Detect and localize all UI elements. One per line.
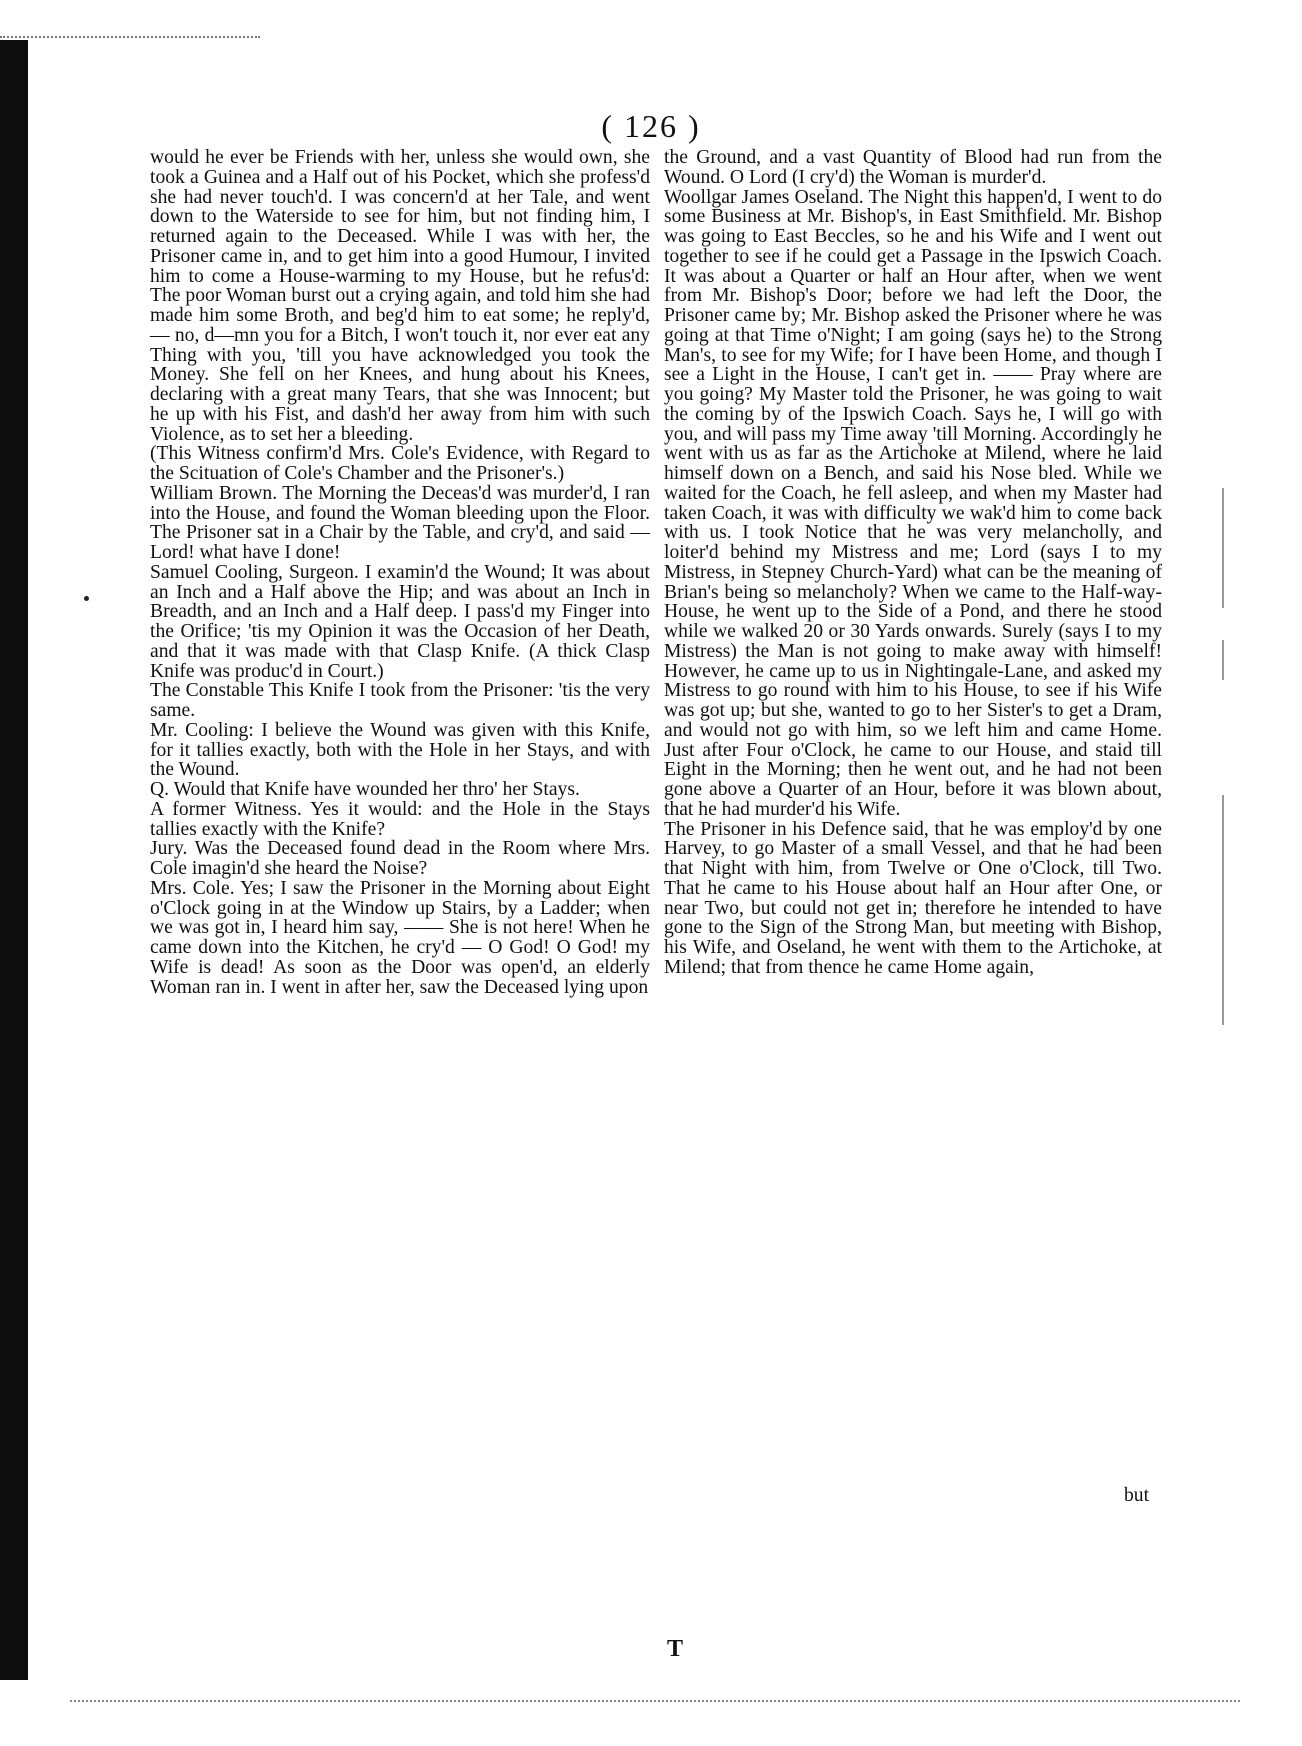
scan-speck [84,596,89,601]
binding-edge [0,40,28,1680]
paragraph: The Prisoner in his Defence said, that he was employ'd by one Harvey, to go Master of a small Vessel, and that he had been that Night with him, from Twelve or One o'Clock, till Two. That he came to his House about half an Hour after One, or near Two, but could not get in; therefore he intended to have gone to the Sign of the Strong Man, but meeting with Bishop, his Wife, and Oseland, he went with them to the Artichoke, at Milend; that from thence he came Home again, [664,818,1162,978]
paragraph: Mrs. Cole. Yes; I saw the Prisoner in the Morning about Eight o'Clock going in at the Window up Stairs, by a Ladder; when we was got in, I heard him say, —— She is not here! When he came down into the Kitchen, he cry'd — O God! O God! my Wife is dead! As soon as the Door was open'd, an elderly Woman ran in. I went in after her, saw the Deceased lying upon [150,877,650,998]
paragraph: Samuel Cooling, Surgeon. I examin'd the Wound; It was about an Inch and a Half above the Hip; and was about an Inch in Breadth, and an Inch and a Half deep. I pass'd my Finger into the Orifice; 'tis my Opinion it was the Occasion of her Death, and that it was made with that Clasp Knife. (A thick Clasp Knife was produc'd in Court.) [150,561,650,682]
scan-noise [1222,488,1224,608]
scan-noise [1222,795,1224,1025]
right-column [664,148,1162,978]
paragraph: would he ever be Friends with her, unless she would own, she took a Guinea and a Half out of his Pocket, which she profess'd she had never touch'd. I was concern'd at her Tale, and went down to the Waterside to see for him, but not finding him, I returned again to the Deceased. While I was with her, the Prisoner came in, and to get him into a good Humour, I invited him to come a House-warming to my House, but he refus'd: The poor Woman burst out a crying again, and told him she had made him some Broth, and beg'd him to eat some; he reply'd, — no, d—mn you for a Bitch, I won't touch it, nor ever eat any Thing with you, 'till you have acknowledged you took the Money. She fell on her Knees, and hung about his Knees, declaring with a great many Tears, that she was Innocent; but he up with his Fist, and dash'd her away from him with such Violence, as to set her a bleeding. [150,147,650,445]
paragraph: A former Witness. Yes it would: and the Hole in the Stays tallies exactly with the Knife? [150,798,650,840]
paragraph: the Ground, and a vast Quantity of Blood had run from the Wound. O Lord (I cry'd) the Woman is murder'd. [664,147,1162,188]
scan-noise [1222,640,1224,680]
paragraph: Mr. Cooling: I believe the Wound was given with this Knife, for it tallies exactly, both with the Hole in her Stays, and with the Wound. [150,719,650,781]
left-column [150,148,650,997]
paragraph: The Constable This Knife I took from the Prisoner: 'tis the very same. [150,680,650,721]
paragraph: Woollgar James Oseland. The Night this happen'd, I went to do some Business at Mr. Bishop's, in East Smithfield. Mr. Bishop was going to East Beccles, so he and his Wife and I went out together to see if he could get a Passage in the Ipswich Coach. It was about a Quarter or half an Hour after, when we went from Mr. Bishop's Door; before we had left the Door, the Prisoner came by; Mr. Bishop asked the Prisoner where he was going at that Time o'Night; I am going (says he) to the Strong Man's, to see for my Wife; for I have been Home, and though I see a Light in the House, I can't get in. —— Pray where are you going? My Master told the Prisoner, he was going to wait the coming by of the Ipswich Coach. Says he, I will go with you, and will pass my Time away 'till Morning. Accordingly he went with us as far as the Artichoke at Milend, where he laid himself down on a Bench, and said his Nose bled. While we waited for the Coach, he fell asleep, and when my Master had taken Coach, it was with difficulty we wak'd him to come back with us. I took Notice that he was very melancholly, and loiter'd behind my Mistress and me; Lord (says I to my Mistress, in Stepney Church-Yard) what can be the meaning of Brian's being so melancholy? When we came to the Half-way-House, he went up to the Side of a Pond, and there he stood while we walked 20 or 30 Yards onwards. Surely (says I to my Mistress) the Man is not going to make away with himself! However, he came up to us in Nightingale-Lane, and asked my Mistress to go round with him to his House, to see if his Wife was got up; but she, wanted to go to her Sister's to get a Dram, and would not go with him, so we left him and came Home. Just after Four o'Clock, he came to our House, and staid till Eight in the Morning; then he went out, and he had not been gone above a Quarter of an Hour, before it was blown about, that he had murder'd his Wife. [664,186,1162,820]
paragraph: William Brown. The Morning the Deceas'd was murder'd, I ran into the House, and found the Woman bleeding upon the Floor. The Prisoner sat in a Chair by the Table, and cry'd, and said — Lord! what have I done! [150,482,650,563]
scan-noise [0,36,260,40]
paragraph: (This Witness confirm'd Mrs. Cole's Evidence, with Regard to the Scituation of Cole's Chamber and the Prisoner's.) [150,443,650,484]
catchword: but [1124,1485,1150,1506]
scan-noise [70,1700,1240,1704]
signature-mark: T [667,1636,684,1662]
paragraph: Q. Would that Knife have wounded her thro' her Stays. [150,779,580,800]
paragraph: Jury. Was the Deceased found dead in the Room where Mrs. Cole imagin'd she heard the Noise? [150,838,650,879]
page-number: ( 126 ) [601,108,701,144]
